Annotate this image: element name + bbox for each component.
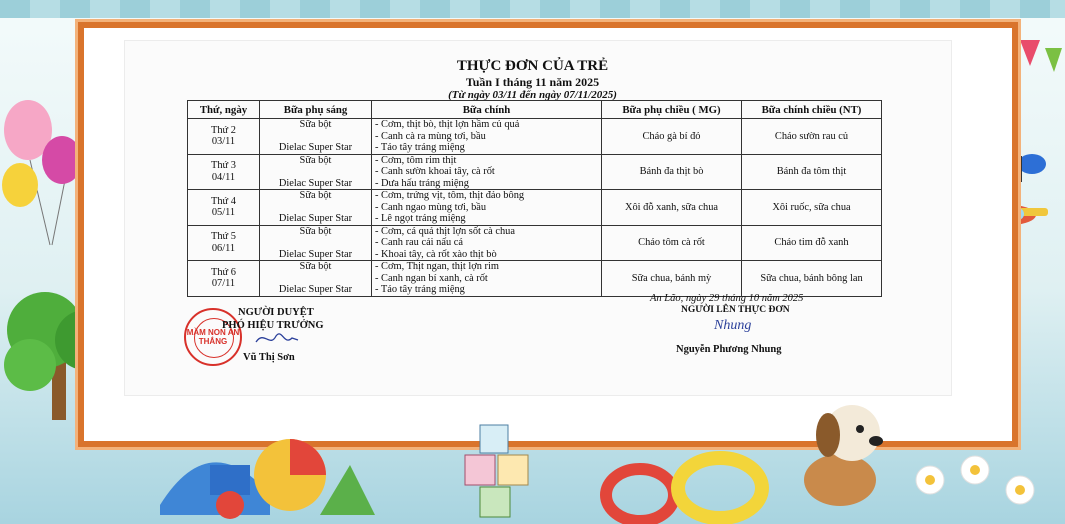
day-cell [188,225,260,261]
afternoon-mg-cell: Sữa chua, bánh mỳ [602,261,742,297]
main-dish: - Cơm, Thịt ngan, thịt lợn rim [375,261,499,272]
morning-item: Sữa bột [299,261,332,272]
table-row [188,154,882,190]
afternoon-mg-cell: Cháo tôm cà rốt [602,225,742,261]
afternoon-nt-cell: Cháo tim đỗ xanh [742,225,882,261]
menu-table [187,100,882,297]
main-dish: - Canh rau cải nấu cá [375,237,463,248]
morning-item: Dielac Super Star [278,248,353,260]
main-dish: - Cơm, trứng vịt, tôm, thịt đảo bông [375,190,525,201]
document-range: (Từ ngày 03/11 đến ngày 07/11/2025) [448,89,617,101]
main-dish: - Cơm, cá quả thịt lợn sốt cà chua [375,225,515,237]
approver-title: PHÓ HIỆU TRƯỞNG [222,320,324,331]
official-stamp [184,308,242,366]
date-label: 05/11 [211,207,236,219]
document-title: THỰC ĐƠN CỦA TRẺ [456,58,609,74]
afternoon-mg-cell: Cháo gà bí đỏ [602,119,742,155]
approver-signature-mark [252,328,302,350]
main-dish: - Dưa hấu tráng miệng [375,177,469,189]
morning-item: Sữa bột [299,154,332,166]
main-cell [372,190,602,226]
day-label: Thứ 6 [211,266,236,278]
day-cell [188,119,260,155]
morning-cell [260,190,372,226]
table-header-row [188,101,882,119]
approver-name: Vũ Thị Sơn [243,352,295,363]
approver-role: NGƯỜI DUYỆT [238,307,314,318]
main-dish: - Canh ngao mùng tơi, bầu [375,201,487,213]
morning-item: Dielac Super Star [278,284,353,295]
main-cell [372,261,602,297]
main-dish: - Khoai tây, cà rốt xào thịt bò [375,248,497,260]
morning-item: Sữa bột [299,190,332,201]
puppy-icon [790,395,895,510]
main-dish: - Lê ngọt tráng miệng [375,213,466,224]
toy-blocks-icon [150,395,380,520]
morning-item: Dielac Super Star [278,177,353,189]
date-label: 04/11 [211,171,236,183]
table-row [188,261,882,297]
day-label: Thứ 3 [211,160,236,172]
day-label: Thứ 4 [211,195,236,207]
morning-cell [260,154,372,190]
preparer-name: Nguyễn Phương Nhung [676,344,782,355]
document-week: Tuần I tháng 11 năm 2025 [465,75,600,89]
afternoon-mg-cell: Xôi đỗ xanh, sữa chua [602,190,742,226]
morning-item: Sữa bột [299,225,332,237]
preparer-signature: Nhung [714,318,752,333]
col-header-main: Bữa chính [372,101,602,119]
morning-item: Sữa bột [299,119,332,130]
day-cell [188,190,260,226]
date-label: 07/11 [211,278,236,290]
main-cell [372,225,602,261]
preparer-role: NGƯỜI LÊN THỰC ĐƠN [681,305,790,315]
morning-cell [260,119,372,155]
morning-cell [260,225,372,261]
day-cell [188,261,260,297]
col-header-day: Thứ, ngày [188,101,260,119]
date-label: 06/11 [211,242,236,254]
table-row [188,225,882,261]
afternoon-nt-cell: Sữa chua, bánh bông lan [742,261,882,297]
morning-item: Dielac Super Star [278,213,353,224]
table-row [188,119,882,155]
morning-cell [260,261,372,297]
stamp-text: MẦM NON AN THẮNG [186,328,240,346]
main-dish: - Canh ngan bí xanh, cà rốt [375,272,488,284]
day-label: Thứ 5 [211,231,236,243]
place-date: An Lão, ngày 29 tháng 10 năm 2025 [650,293,804,304]
table-row [188,190,882,226]
afternoon-mg-cell: Bánh đa thịt bò [602,154,742,190]
morning-item: Dielac Super Star [278,142,353,153]
main-dish: - Cơm, thịt bò, thịt lợn hầm củ quả [375,119,520,130]
afternoon-nt-cell: Cháo sườn rau củ [742,119,882,155]
date-label: 03/11 [211,136,236,148]
col-header-morning: Bữa phụ sáng [260,101,372,119]
abc-cubes-icon [460,420,540,520]
main-dish: - Táo tây tráng miệng [375,142,465,153]
daisy-flowers-icon [900,440,1050,520]
col-header-afternoon-mg: Bữa phụ chiều ( MG) [602,101,742,119]
day-cell [188,154,260,190]
main-cell [372,154,602,190]
main-cell [372,119,602,155]
background-top-pattern [0,0,1065,18]
tire-toy-icon [600,440,780,524]
main-dish: - Cơm, tôm rim thịt [375,154,457,166]
main-dish: - Táo tây tráng miệng [375,284,465,295]
afternoon-nt-cell: Xôi ruốc, sữa chua [742,190,882,226]
main-dish: - Canh cà ra mùng tơi, bầu [375,130,486,142]
col-header-afternoon-nt: Bữa chính chiều (NT) [742,101,882,119]
main-dish: - Canh sườn khoai tây, cà rốt [375,166,495,177]
day-label: Thứ 2 [211,124,236,136]
afternoon-nt-cell: Bánh đa tôm thịt [742,154,882,190]
